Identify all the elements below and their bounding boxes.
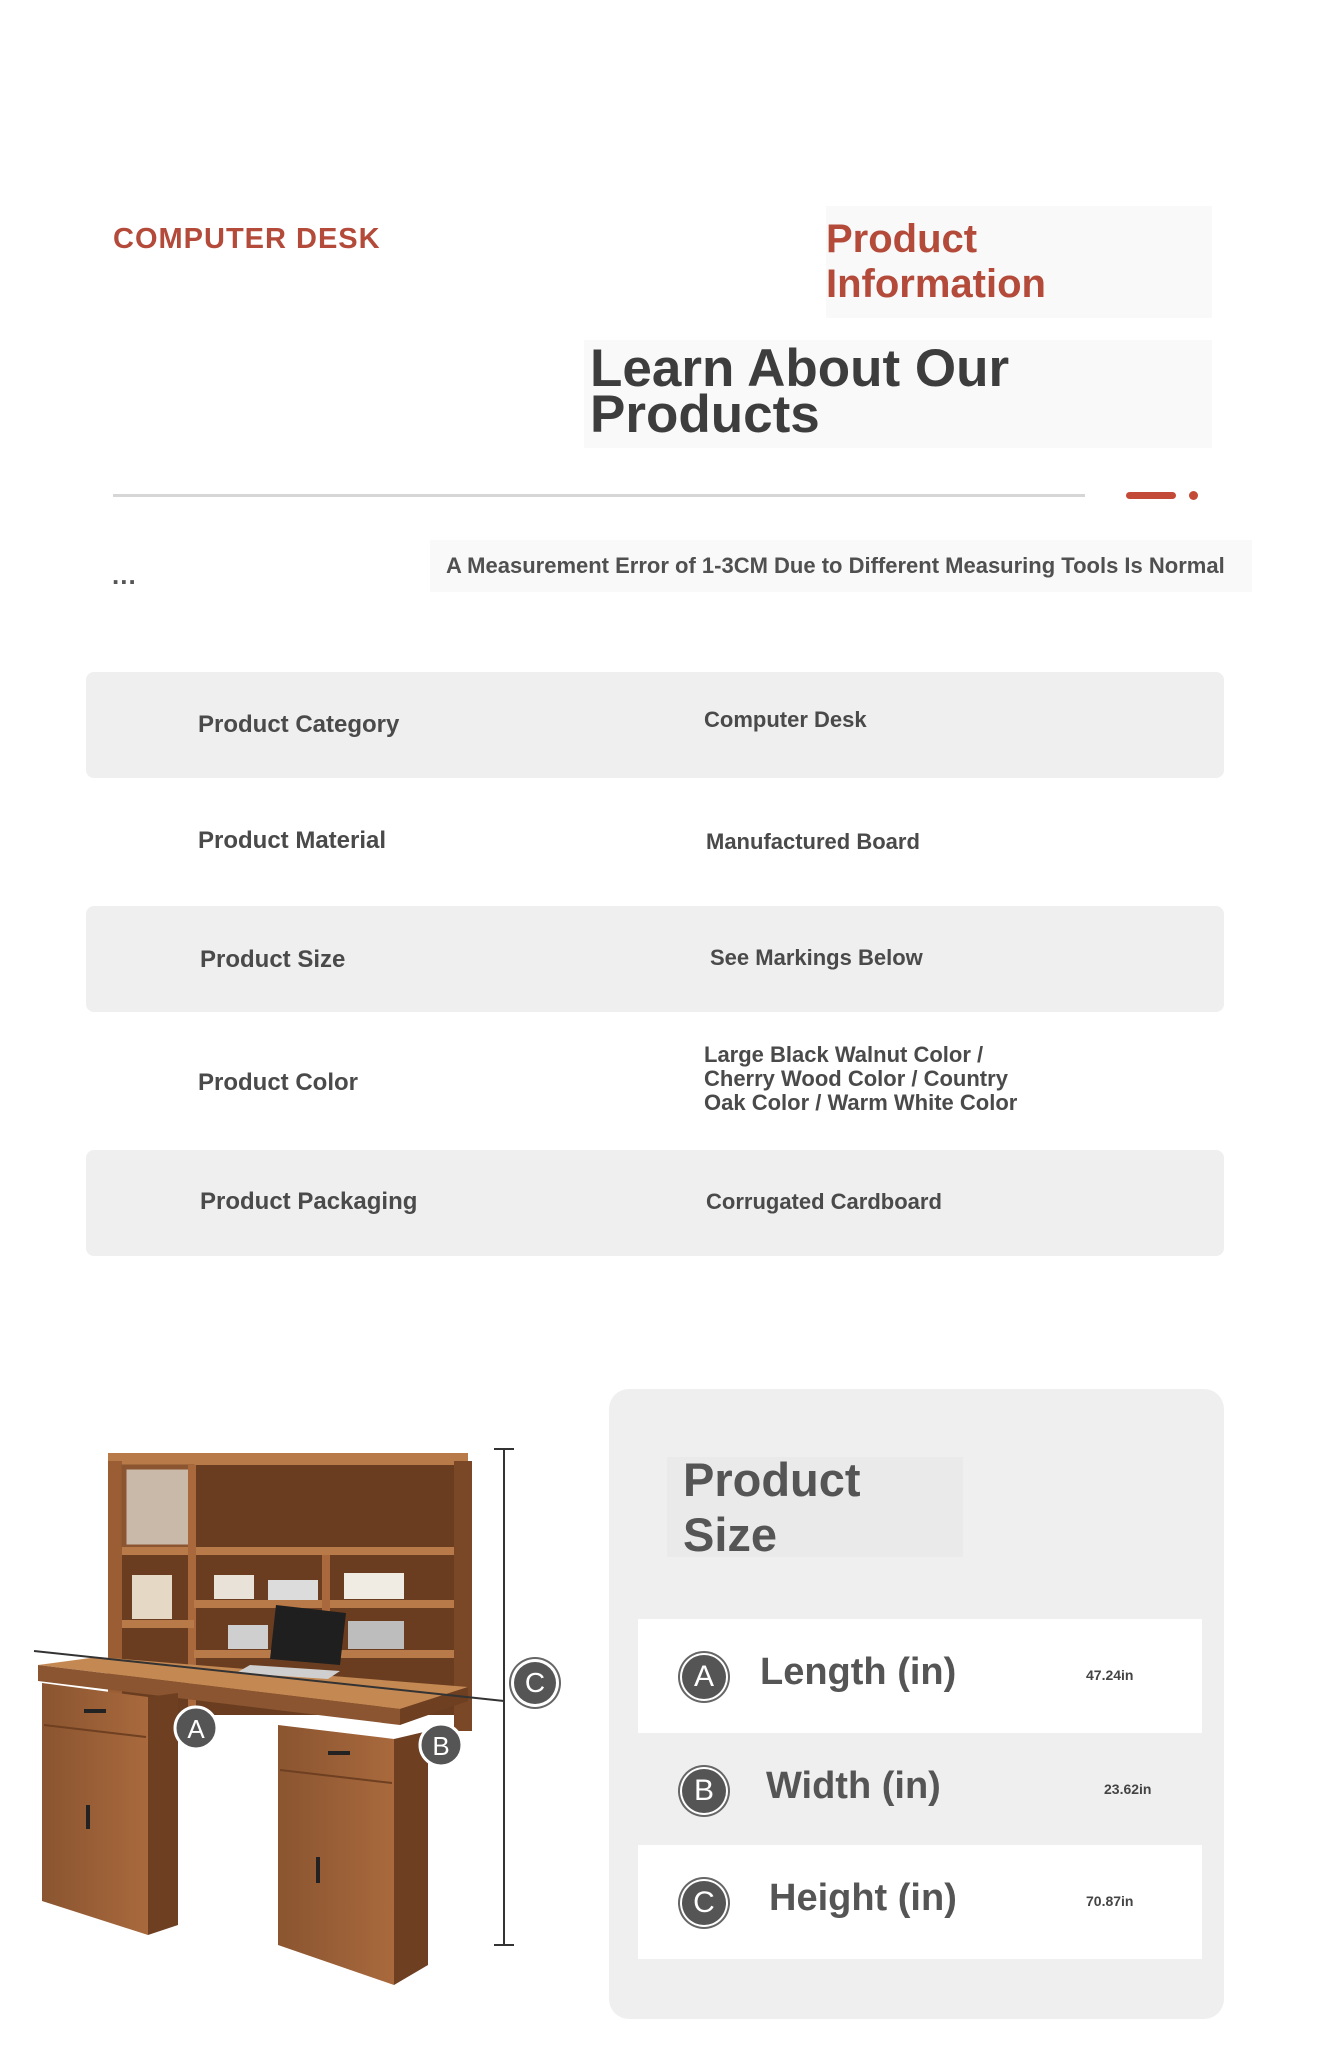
dimension-label: Width (in) xyxy=(766,1765,941,1807)
heading-line-2: Products xyxy=(590,385,820,444)
dimension-label: Height (in) xyxy=(769,1877,957,1919)
door-handle xyxy=(86,1805,90,1829)
spec-row-packaging xyxy=(86,1150,1224,1256)
section-title: Product Information xyxy=(826,206,1212,318)
spec-row-size xyxy=(86,906,1224,1012)
dimension-value: 47.24in xyxy=(1086,1667,1134,1683)
dimension-row-length xyxy=(638,1619,1202,1733)
spec-value-multiline xyxy=(704,1043,1017,1115)
shelf-item xyxy=(228,1625,268,1649)
shelf xyxy=(122,1547,454,1555)
spec-label: Product Color xyxy=(198,1069,358,1096)
spec-value-line: Oak Color / Warm White Color xyxy=(704,1090,1018,1115)
shelf-item xyxy=(132,1575,172,1619)
spec-value: Corrugated Cardboard xyxy=(706,1189,942,1214)
page-heading xyxy=(584,340,1212,448)
shelf-item xyxy=(214,1575,254,1599)
left-pedestal-side xyxy=(148,1693,178,1935)
badge-a: A xyxy=(682,1655,726,1699)
size-panel-title: Product Size xyxy=(667,1457,963,1557)
spec-label: Product Packaging xyxy=(200,1188,418,1215)
marker-a-label: A xyxy=(187,1714,205,1744)
dimension-value: 70.87in xyxy=(1086,1893,1134,1909)
dimension-row-width xyxy=(638,1733,1202,1847)
divider-accent-dot xyxy=(1189,491,1198,500)
spec-value-line: Large Black Walnut Color / xyxy=(704,1042,984,1067)
glass-door xyxy=(124,1467,192,1547)
door-handle xyxy=(316,1857,320,1883)
right-pedestal xyxy=(278,1725,394,1985)
desk-illustration xyxy=(28,1425,528,1985)
left-pedestal xyxy=(42,1683,148,1935)
brand-title: COMPUTER DESK xyxy=(113,223,381,255)
hutch-top xyxy=(108,1453,468,1465)
dimension-label: Length (in) xyxy=(760,1651,957,1693)
shelf xyxy=(122,1620,194,1628)
drawer-handle xyxy=(84,1709,106,1713)
ellipsis-mark: ... xyxy=(112,560,137,590)
divider-line xyxy=(113,494,1085,497)
marker-b-label: B xyxy=(432,1731,450,1761)
shelf-item xyxy=(344,1573,404,1599)
spec-value-line: Cherry Wood Color / Country xyxy=(704,1066,1008,1091)
spec-row-category xyxy=(86,672,1224,778)
spec-value: Computer Desk xyxy=(704,707,867,732)
drawer-handle xyxy=(328,1751,350,1755)
spec-value: Manufactured Board xyxy=(706,829,920,854)
marker-c-badge: C xyxy=(514,1662,556,1704)
measurement-note: A Measurement Error of 1-3CM Due to Different Measuring Tools Is Normal xyxy=(430,540,1252,592)
spec-table xyxy=(86,672,1224,1256)
spec-label: Product Category xyxy=(198,711,400,738)
right-pedestal-side xyxy=(394,1731,428,1985)
laptop-screen xyxy=(270,1605,346,1665)
dimension-row-height xyxy=(638,1845,1202,1959)
badge-b: B xyxy=(682,1769,726,1813)
spec-label: Product Size xyxy=(200,946,346,973)
heading-line-1: Learn About Our xyxy=(590,339,1010,398)
spec-row-color xyxy=(86,1012,1224,1150)
shelf-item xyxy=(268,1580,318,1600)
badge-c: C xyxy=(682,1881,726,1925)
spec-label: Product Material xyxy=(198,827,387,854)
dimension-value: 23.62in xyxy=(1104,1781,1152,1797)
spec-row-material xyxy=(86,778,1224,906)
divider-accent-dash xyxy=(1126,492,1176,499)
spec-value: See Markings Below xyxy=(710,945,923,970)
shelf-item xyxy=(348,1621,404,1649)
